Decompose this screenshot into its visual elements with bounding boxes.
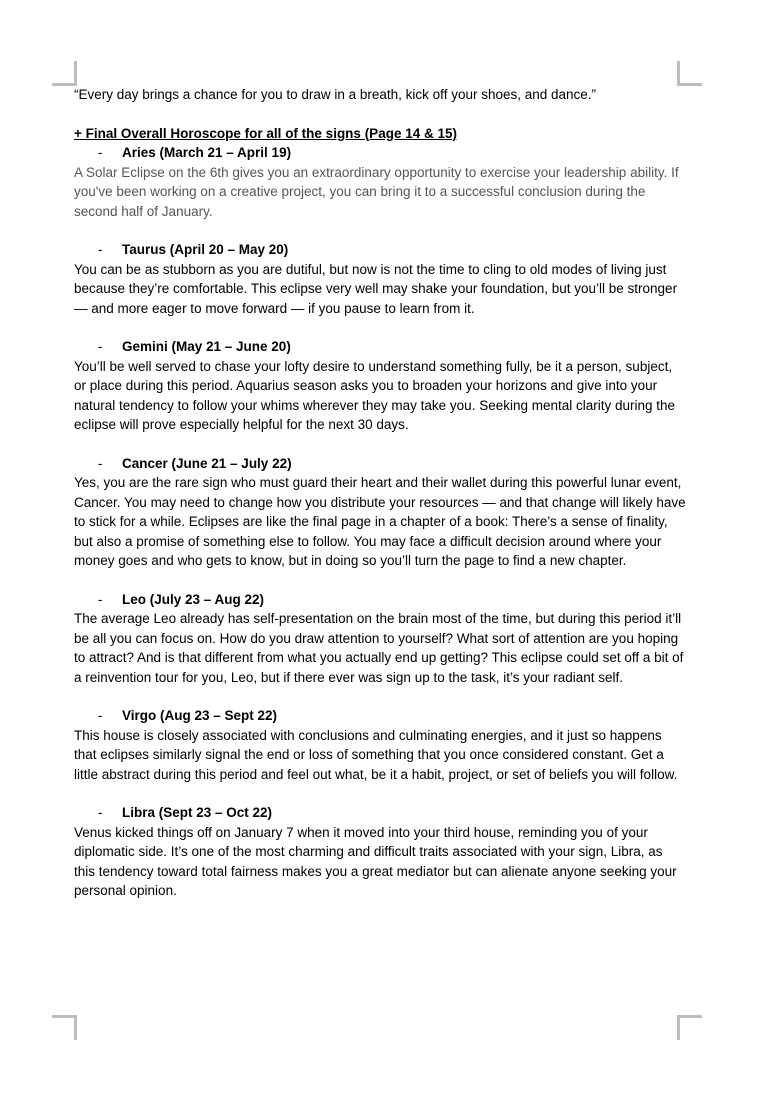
bullet-dash: - <box>98 591 103 607</box>
sign-heading <box>74 240 686 260</box>
sign-libra <box>74 803 686 901</box>
sign-heading-text: Aries (March 21 – April 19) <box>122 145 292 160</box>
bullet-dash: - <box>98 242 103 257</box>
sign-body: You can be as stubborn as you are dutiful, but now is not the time to cling to old modes of living just because they’re comfortable. This eclipse very well may shake your foundation, but you’ll be stronger — and more eager to move forward — if you pause to learn from it. <box>74 261 678 316</box>
sign-heading-text: Libra (Sept 23 – Oct 22) <box>122 805 273 820</box>
sign-taurus <box>74 240 686 318</box>
crop-mark-bottom-right <box>677 1015 702 1040</box>
crop-mark-top-left <box>52 61 77 86</box>
sign-body: A Solar Eclipse on the 6th gives you an extraordinary opportunity to exercise your leadership ability. If you've been working on a creative project, you can bring it to a successful conclusion during the second half of January. <box>74 164 679 219</box>
sign-heading-text: Taurus (April 20 – May 20) <box>122 242 289 257</box>
opening-quote: “Every day brings a chance for you to draw in a breath, kick off your shoes, and dance.” <box>74 87 597 102</box>
bullet-dash: - <box>98 145 103 160</box>
section-title: + Final Overall Horoscope for all of the signs (Page 14 & 15) <box>74 125 457 141</box>
crop-mark-bottom-left <box>52 1015 77 1040</box>
sign-heading-text: Virgo (Aug 23 – Sept 22) <box>122 708 278 723</box>
sign-body: Venus kicked things off on January 7 when it moved into your third house, reminding you of your diplomatic side. It’s one of the most charming and difficult traits associated with your sign, Libra, as this tendency toward total fairness makes you a great mediator but can alienate anyone seeking your personal opinion. <box>74 824 677 898</box>
sign-heading <box>74 454 686 474</box>
sign-gemini <box>74 337 686 435</box>
bullet-dash: - <box>98 805 103 820</box>
sign-leo <box>74 590 686 688</box>
sign-heading <box>74 337 686 357</box>
bullet-dash: - <box>98 339 103 354</box>
document-page <box>74 85 686 901</box>
sign-heading <box>74 590 686 610</box>
sign-body: This house is closely associated with conclusions and culminating energies, and it just so happens that eclipses similarly signal the end or loss of something that you once considered constant. Get a little abstract during this period and feel out what, be it a habit, project, or set of beliefs you will follow. <box>74 727 678 782</box>
sign-cancer <box>74 454 686 571</box>
sign-body: You’ll be well served to chase your lofty desire to understand something fully, be it a person, subject, or place during this period. Aquarius season asks you to broaden your horizons and give into your natural tendency to follow your whims wherever they may take you. Seeking mental clarity during the eclipse will prove especially helpful for the next 30 days. <box>74 358 676 432</box>
sign-heading-text: Cancer (June 21 – July 22) <box>122 455 292 471</box>
bullet-dash: - <box>98 455 103 471</box>
sign-body: The average Leo already has self-presentation on the brain most of the time, but during this period it’ll be all you can focus on. How do you draw attention to yourself? What sort of attention are you hoping to attract? And is that different from what you actually end up getting? This eclipse could set off a bit of a reinvention tour for you, Leo, but if there ever was sign up to the task, it’s your radiant self. <box>74 611 684 685</box>
crop-mark-top-right <box>677 61 702 86</box>
sign-heading <box>74 143 686 163</box>
sign-virgo <box>74 706 686 784</box>
sign-heading-text: Gemini (May 21 – June 20) <box>122 339 291 354</box>
sign-heading <box>74 706 686 726</box>
sign-aries <box>74 143 686 221</box>
bullet-dash: - <box>98 708 103 723</box>
sign-heading <box>74 803 686 823</box>
sign-body: Yes, you are the rare sign who must guard their heart and their wallet during this powerful lunar event, Cancer. You may need to change how you distribute your resources — and that change will likely have to stick for a while. Eclipses are like the final page in a chapter of a book: There’s a sense of finality, but also a promise of something else to follow. You may face a difficult decision around where your money goes and who gets to know, but in doing so you’ll turn the page to find a new chapter. <box>74 475 686 568</box>
sign-heading-text: Leo (July 23 – Aug 22) <box>122 591 265 607</box>
